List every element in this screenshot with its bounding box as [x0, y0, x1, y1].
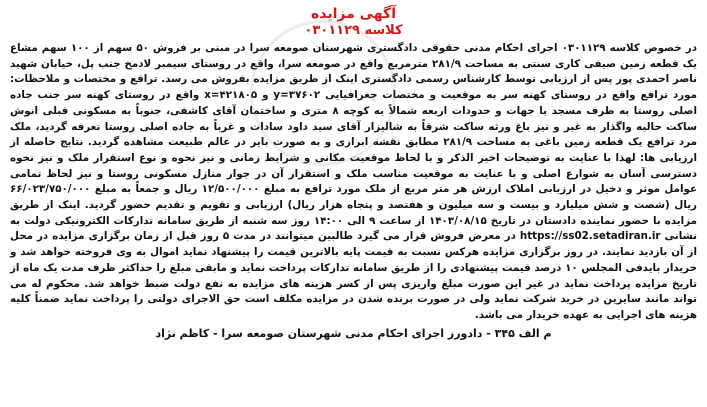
notice-body: در خصوص کلاسه ۰۳۰۱۱۲۹ اجرای احکام مدنی حقوقی دادگستری شهرستان صومعه سرا در مبنی بر فروش ۵۰ سهم از ۱۰۰ سهم مشاع یک قطعه زمین صیفی کاری سنتی به مساحت ۲۸۱/۹ مترمربع واقع در صومعه سرا، واقع در روستای سیمبر لادمخ جنب پل، خیابان شهید ناصر احمدی پور پس از ارزیابی توسط کارشناس رسمی دادگستری اینک از طریق مزایده بفروش می رسد. تراقع و مختصات و ملاحظات: مورد ترافع واقع در روستای کهنه سر به موقعیت و مختصات جغرافیایی ۳۷۶۰۲=y و ۴۲۱۸۰۵=x واقع در روستای کهنه سر جنب جاده اصلی روستا به طرف مسجد با جهات و حدودات اربعه شمالاً به کوچه ۸ متری و ساختمان آقای کاشفی، جنوباً به مسکونی قبلی انوش ساکت حالیه واگذار به غیر و نیز باغ ورثه ساکت شرقاً به شالیزار آقای سید داود سادات و غرباً به جاده اصلی روستا تعرفه گردید، ملک مرد ترافع یک قطعه زمین باغی به مساحت ۲۸۱/۹ مطابق نقشه ابرازی و به صورت بایر در عالم طبیعت مشاهده گردید. نتایج حاصله از ارزیابی ها: لهذا با عنایت به توضیحات اخیر الذکر و با لحاظ موقعیت مکانی و شرایط زمانی و نیز نحوه و نوع استقرار ملک و نیز نحوه دسترسی آسان به شوارع اصلی و با عنایت به موقعیت مناسب ملک و استقرار آن در جوار منازل مسکونی روستا و نیز لحاظ تمامی عوامل موثر و دخیل در ارزیابی املاک ارزش هر متر مربع از ملک مورد ترافع به مبلغ ۱۲/۵۰۰/۰۰۰ ریال و جمعاً به مبلغ ۶۶/۰۲۳/۷۵۰/۰۰۰ ریال (شصت و شش میلیارد و بیست و سه میلیون و هفتصد و پنجاه هزار ریال) ارزیابی و تقویم و تقدیم حضور گردید. اینک از طریق مزایده با حضور نماینده دادستان در تاریخ ۱۴۰۳/۰۸/۱۵ از ساعت ۹ الی ۱۴:۰۰ روز سه شنبه از طریق سامانه تدارکات الکترونیکی دولت به نشانی https://ss02.setadiran.ir در معرض فروش قرار می گیرد طالبین میتوانند در مدت ۵ روز قبل از زمان برگزاری مزایده در محل از آن بازدید نمایند. در روز برگزاری مزایده هرکس نسبت به قیمت پایه بالاترین قیمت را پیشنهاد نماید اموال به وی فروخته خواهد شد و خریدار بایدفی المجلس ۱۰ درصد قیمت پیشنهادی را از طریق سامانه تدارکات پرداخت نماید و مابقی مبلغ را حداکثر ظرف مدت یک ماه از تاریخ مزایده پرداخت نماید در غیر این صورت مبلغ واریزی پس از کسر هزینه های مزایده به نفع دولت ضبط خواهد شد. محکوم له می تواند مانند سایرین در خرید شرکت نماید ولی در صورت برنده شدن در مزایده مکلف است حق الاجرای دولتی را پرداخت نماید ضمناً کلیه هزینه های اجرایی به عهده خریدار می باشد.	[10, 42, 698, 321]
notice-signature: م الف ۳۴۵ - دادورز اجرای احکام مدنی شهرستان صومعه سرا - کاظم نژاد	[155, 326, 552, 340]
case-number: کلاسه ۰۳۰۱۱۲۹	[304, 23, 403, 38]
notice-title: آگهی مزایده	[310, 6, 396, 22]
